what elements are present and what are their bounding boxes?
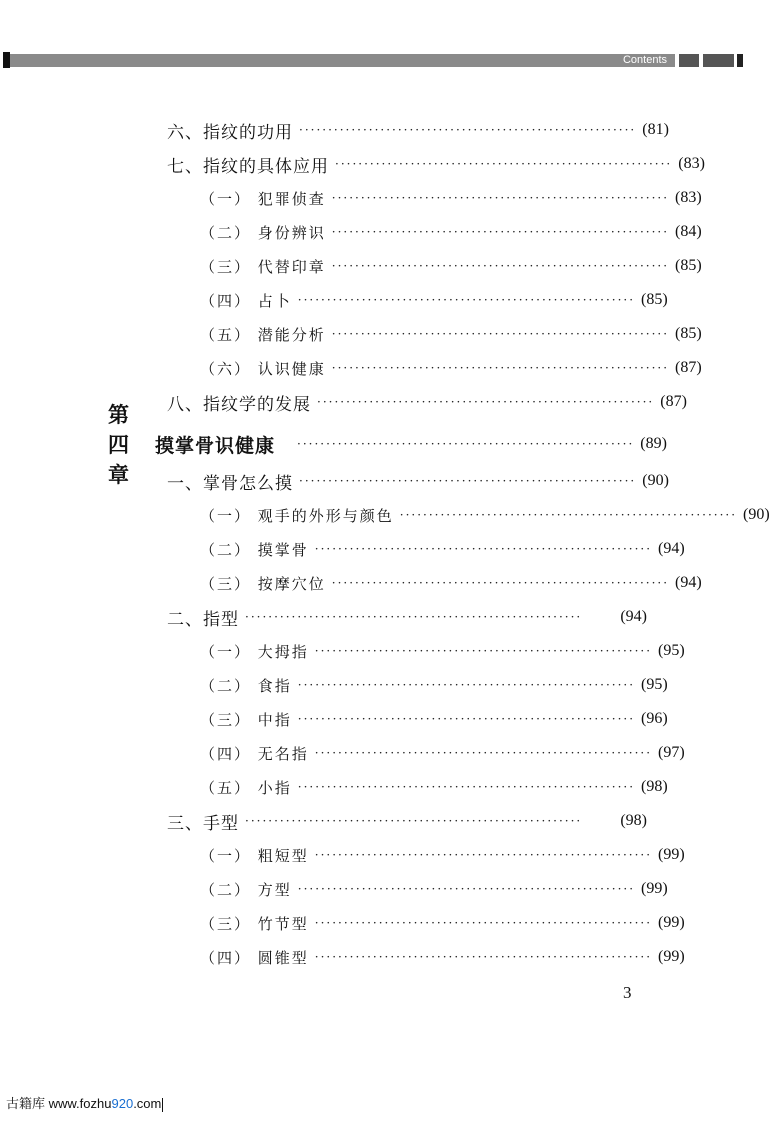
- toc-entry-page: (98): [641, 778, 668, 795]
- dot-leader: ··························································: [331, 259, 670, 273]
- toc-entry-page: (85): [675, 325, 702, 342]
- toc-entry-page: (85): [675, 257, 702, 274]
- toc-entry-title: 二、指型: [167, 609, 239, 630]
- dot-leader: ··························································: [299, 123, 637, 137]
- toc-entry-title: （三） 代替印章: [200, 257, 326, 276]
- dot-leader: ··························································: [331, 361, 670, 375]
- toc-entry[interactable]: [167, 151, 705, 177]
- header-block: [737, 54, 743, 67]
- dot-leader: ··························································: [314, 542, 653, 556]
- toc-entry-title: （二） 身份辨识: [200, 223, 326, 242]
- toc-entry-title: （三） 按摩穴位: [200, 574, 326, 593]
- toc-entry[interactable]: [167, 808, 647, 834]
- toc-entry[interactable]: [167, 468, 669, 494]
- toc-entry[interactable]: [200, 774, 668, 800]
- toc-entry[interactable]: [200, 219, 702, 245]
- toc-entry-page: (90): [743, 506, 770, 523]
- toc-entry-title: （三） 竹节型: [200, 914, 309, 933]
- footer-watermark[interactable]: [6, 1093, 163, 1112]
- toc-entry-title: （一） 大拇指: [200, 642, 309, 661]
- toc-entry-title: （一） 犯罪侦查: [200, 189, 326, 208]
- toc-entry-title: （四） 无名指: [200, 744, 309, 763]
- toc-entry-page: (99): [658, 914, 685, 931]
- header-bar: [0, 52, 745, 68]
- toc-entry-page: (81): [642, 121, 669, 138]
- dot-leader: ··························································: [297, 293, 636, 307]
- toc-entry[interactable]: [200, 185, 702, 211]
- text-cursor: [162, 1098, 163, 1112]
- dot-leader: ··························································: [331, 225, 670, 239]
- toc-entry-page: (94): [675, 574, 702, 591]
- toc-entry-title: （三） 中指: [200, 710, 292, 729]
- toc-entry-page: (83): [675, 189, 702, 206]
- dot-leader: ··························································: [297, 882, 636, 896]
- toc-entry[interactable]: [200, 355, 702, 381]
- watermark-suffix: .com: [133, 1096, 162, 1111]
- toc-entry-page: (97): [658, 744, 685, 761]
- toc-entry[interactable]: [200, 910, 685, 936]
- toc-entry[interactable]: [167, 604, 647, 630]
- chapter-number: 第四章: [108, 402, 131, 487]
- dot-leader: ··························································: [314, 644, 653, 658]
- toc-entry-title: （五） 潜能分析: [200, 325, 326, 344]
- toc-entry-title: 一、掌骨怎么摸: [167, 473, 293, 494]
- toc-entry-page: (99): [641, 880, 668, 897]
- toc-entry-page: (98): [620, 812, 647, 829]
- toc-entry[interactable]: [200, 876, 668, 902]
- toc-entry-title: 三、手型: [167, 813, 239, 834]
- toc-entry-title: （四） 圆锥型: [200, 948, 309, 967]
- dot-leader: ··························································: [299, 474, 637, 488]
- toc-entry-title: 八、指纹学的发展: [167, 394, 311, 415]
- toc-entry-page: (95): [658, 642, 685, 659]
- toc-entry[interactable]: [200, 944, 685, 970]
- toc-entry-page: (89): [640, 435, 667, 452]
- watermark-number: 920: [111, 1096, 134, 1111]
- toc-entry[interactable]: [200, 287, 668, 313]
- toc-entry-page: (96): [641, 710, 668, 727]
- dot-leader: ··························································: [314, 746, 653, 760]
- header-block: [679, 54, 699, 67]
- toc-entry-page: (99): [658, 846, 685, 863]
- toc-entry[interactable]: [200, 842, 685, 868]
- toc-entry-page: (94): [620, 608, 647, 625]
- dot-leader: ··························································: [314, 950, 653, 964]
- toc-entry-title: 七、指纹的具体应用: [167, 156, 329, 177]
- dot-leader: ··························································: [314, 848, 653, 862]
- toc-entry[interactable]: [200, 536, 685, 562]
- toc-entry[interactable]: [200, 740, 685, 766]
- page-number: 3: [623, 983, 632, 1002]
- dot-leader: ··························································: [297, 678, 636, 692]
- toc-entry-page: (94): [658, 540, 685, 557]
- chapter-title: 摸掌骨识健康: [155, 434, 276, 457]
- toc-entry-page: (85): [641, 291, 668, 308]
- dot-leader: ··························································: [245, 814, 583, 828]
- toc-entry-page: (83): [678, 155, 705, 172]
- toc-entry-title: （二） 食指: [200, 676, 292, 695]
- toc-entry[interactable]: [200, 253, 702, 279]
- dot-leader: ··························································: [331, 576, 670, 590]
- toc-entry-title: （二） 摸掌骨: [200, 540, 309, 559]
- toc-entry-title: （二） 方型: [200, 880, 292, 899]
- toc-entry-page: (87): [675, 359, 702, 376]
- toc-entry-title: 六、指纹的功用: [167, 122, 293, 143]
- dot-leader: ··························································: [245, 610, 583, 624]
- dot-leader: ··························································: [331, 327, 670, 341]
- toc-entry[interactable]: [167, 389, 687, 415]
- header-label: Contents: [622, 54, 667, 66]
- header-band: [10, 54, 675, 67]
- toc-entry-title: （四） 占卜: [200, 291, 292, 310]
- dot-leader: ··························································: [297, 780, 636, 794]
- dot-leader: ··························································: [314, 916, 653, 930]
- dot-leader: ··························································: [399, 508, 738, 522]
- toc-entry[interactable]: [200, 638, 685, 664]
- toc-entry-page: (84): [675, 223, 702, 240]
- dot-leader: ··························································: [331, 191, 670, 205]
- toc-entry-page: (95): [641, 676, 668, 693]
- toc-entry-page: (99): [658, 948, 685, 965]
- toc-entry[interactable]: [200, 672, 668, 698]
- toc-entry[interactable]: [200, 502, 770, 528]
- header-mark: [3, 52, 10, 68]
- dot-leader: ··························································: [297, 712, 636, 726]
- toc-entry[interactable]: [200, 706, 668, 732]
- toc-entry-title: （一） 观手的外形与颜色: [200, 506, 394, 525]
- header-block: [703, 54, 734, 67]
- toc-entry-title: （六） 认识健康: [200, 359, 326, 378]
- toc-entry[interactable]: [200, 570, 702, 596]
- dot-leader: ··························································: [297, 437, 635, 451]
- dot-leader: ··························································: [335, 157, 673, 171]
- toc-entry-title: （五） 小指: [200, 778, 292, 797]
- toc-entry[interactable]: [200, 321, 702, 347]
- toc-entry-page: (87): [660, 393, 687, 410]
- toc-entry-page: (90): [642, 472, 669, 489]
- toc-entry[interactable]: [167, 117, 669, 143]
- watermark-text: 古籍库 www.fozhu: [6, 1096, 112, 1111]
- dot-leader: ··························································: [317, 395, 655, 409]
- toc-entry-title: （一） 粗短型: [200, 846, 309, 865]
